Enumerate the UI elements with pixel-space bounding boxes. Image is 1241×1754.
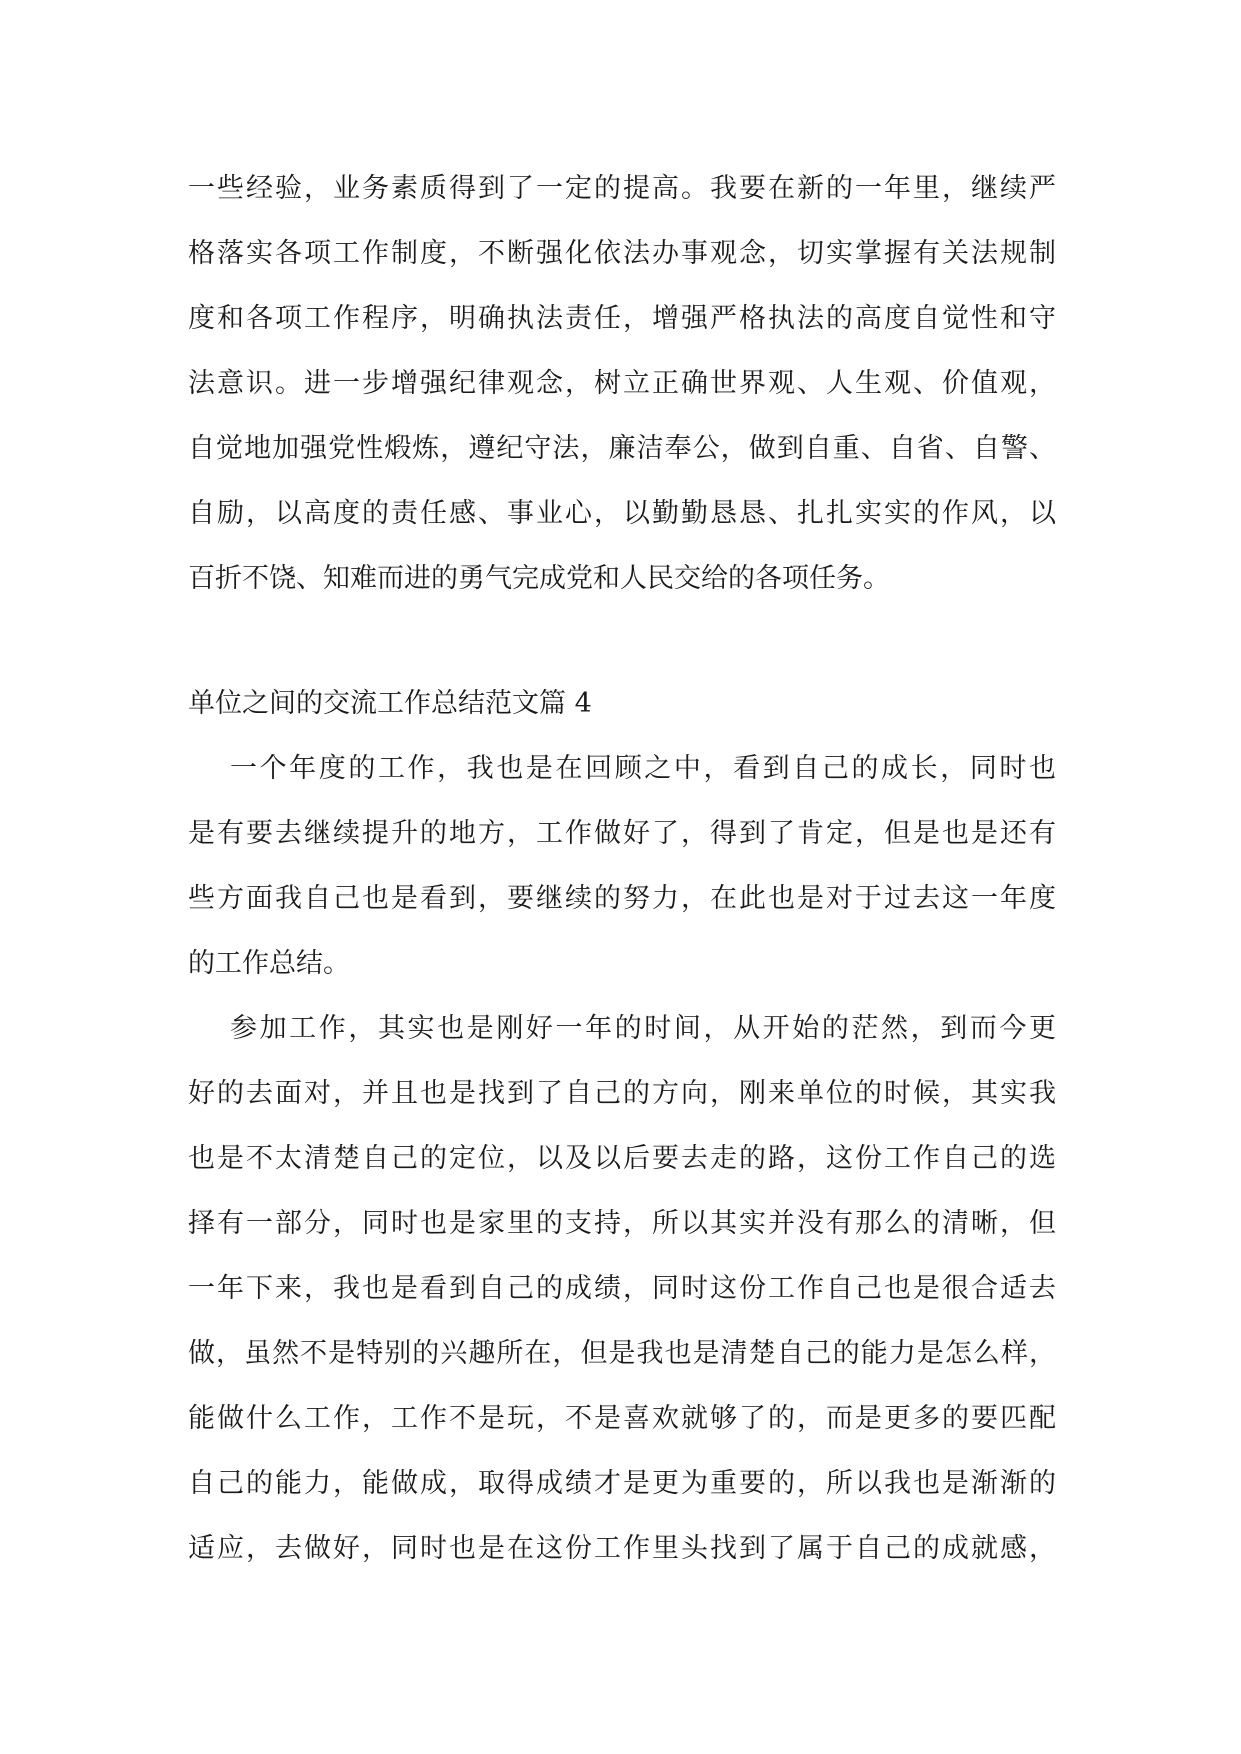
paragraph-line: 一年下来，我也是看到自己的成绩，同时这份工作自己也是很合适去	[188, 1273, 1056, 1304]
paragraph-line: 参加工作，其实也是刚好一年的时间，从开始的茫然，到而今更	[230, 1013, 1056, 1044]
paragraph-line: 自励，以高度的责任感、事业心，以勤勤恳恳、扎扎实实的作风，以	[188, 498, 1056, 529]
section-spacer	[188, 611, 1056, 671]
paragraph-line: 的工作总结。	[188, 948, 350, 979]
document-body	[188, 156, 1056, 1581]
paragraph-line: 法意识。进一步增强纪律观念，树立正确世界观、人生观、价值观，	[188, 368, 1056, 399]
paragraph-2	[188, 736, 1056, 996]
paragraph-line: 也是不太清楚自己的定位，以及以后要去走的路，这份工作自己的选	[188, 1143, 1056, 1174]
section-title: 单位之间的交流工作总结范文篇 4	[188, 688, 592, 719]
paragraph-line: 百折不饶、知难而进的勇气完成党和人民交给的各项任务。	[188, 563, 890, 594]
paragraph-1	[188, 156, 1056, 611]
paragraph-line: 些方面我自己也是看到，要继续的努力，在此也是对于过去这一年度	[188, 883, 1056, 914]
paragraph-line: 择有一部分，同时也是家里的支持，所以其实并没有那么的清晰，但	[188, 1208, 1056, 1239]
paragraph-line: 格落实各项工作制度，不断强化依法办事观念，切实掌握有关法规制	[188, 238, 1056, 269]
paragraph-line: 自觉地加强党性煅炼，遵纪守法，廉洁奉公，做到自重、自省、自警、	[188, 433, 1056, 464]
paragraph-line: 做，虽然不是特别的兴趣所在，但是我也是清楚自己的能力是怎么样，	[188, 1338, 1056, 1369]
paragraph-line: 好的去面对，并且也是找到了自己的方向，刚来单位的时候，其实我	[188, 1078, 1056, 1109]
paragraph-line: 能做什么工作，工作不是玩，不是喜欢就够了的，而是更多的要匹配	[188, 1403, 1056, 1434]
paragraph-line: 度和各项工作程序，明确执法责任，增强严格执法的高度自觉性和守	[188, 303, 1056, 334]
paragraph-line: 自己的能力，能做成，取得成绩才是更为重要的，所以我也是渐渐的	[188, 1468, 1056, 1499]
paragraph-3	[188, 996, 1056, 1581]
paragraph-line: 一些经验，业务素质得到了一定的提高。我要在新的一年里，继续严	[188, 173, 1056, 204]
paragraph-line: 适应，去做好，同时也是在这份工作里头找到了属于自己的成就感，	[188, 1533, 1056, 1564]
paragraph-line: 是有要去继续提升的地方，工作做好了，得到了肯定，但是也是还有	[188, 818, 1056, 849]
paragraph-line: 一个年度的工作，我也是在回顾之中，看到自己的成长，同时也	[230, 753, 1056, 784]
